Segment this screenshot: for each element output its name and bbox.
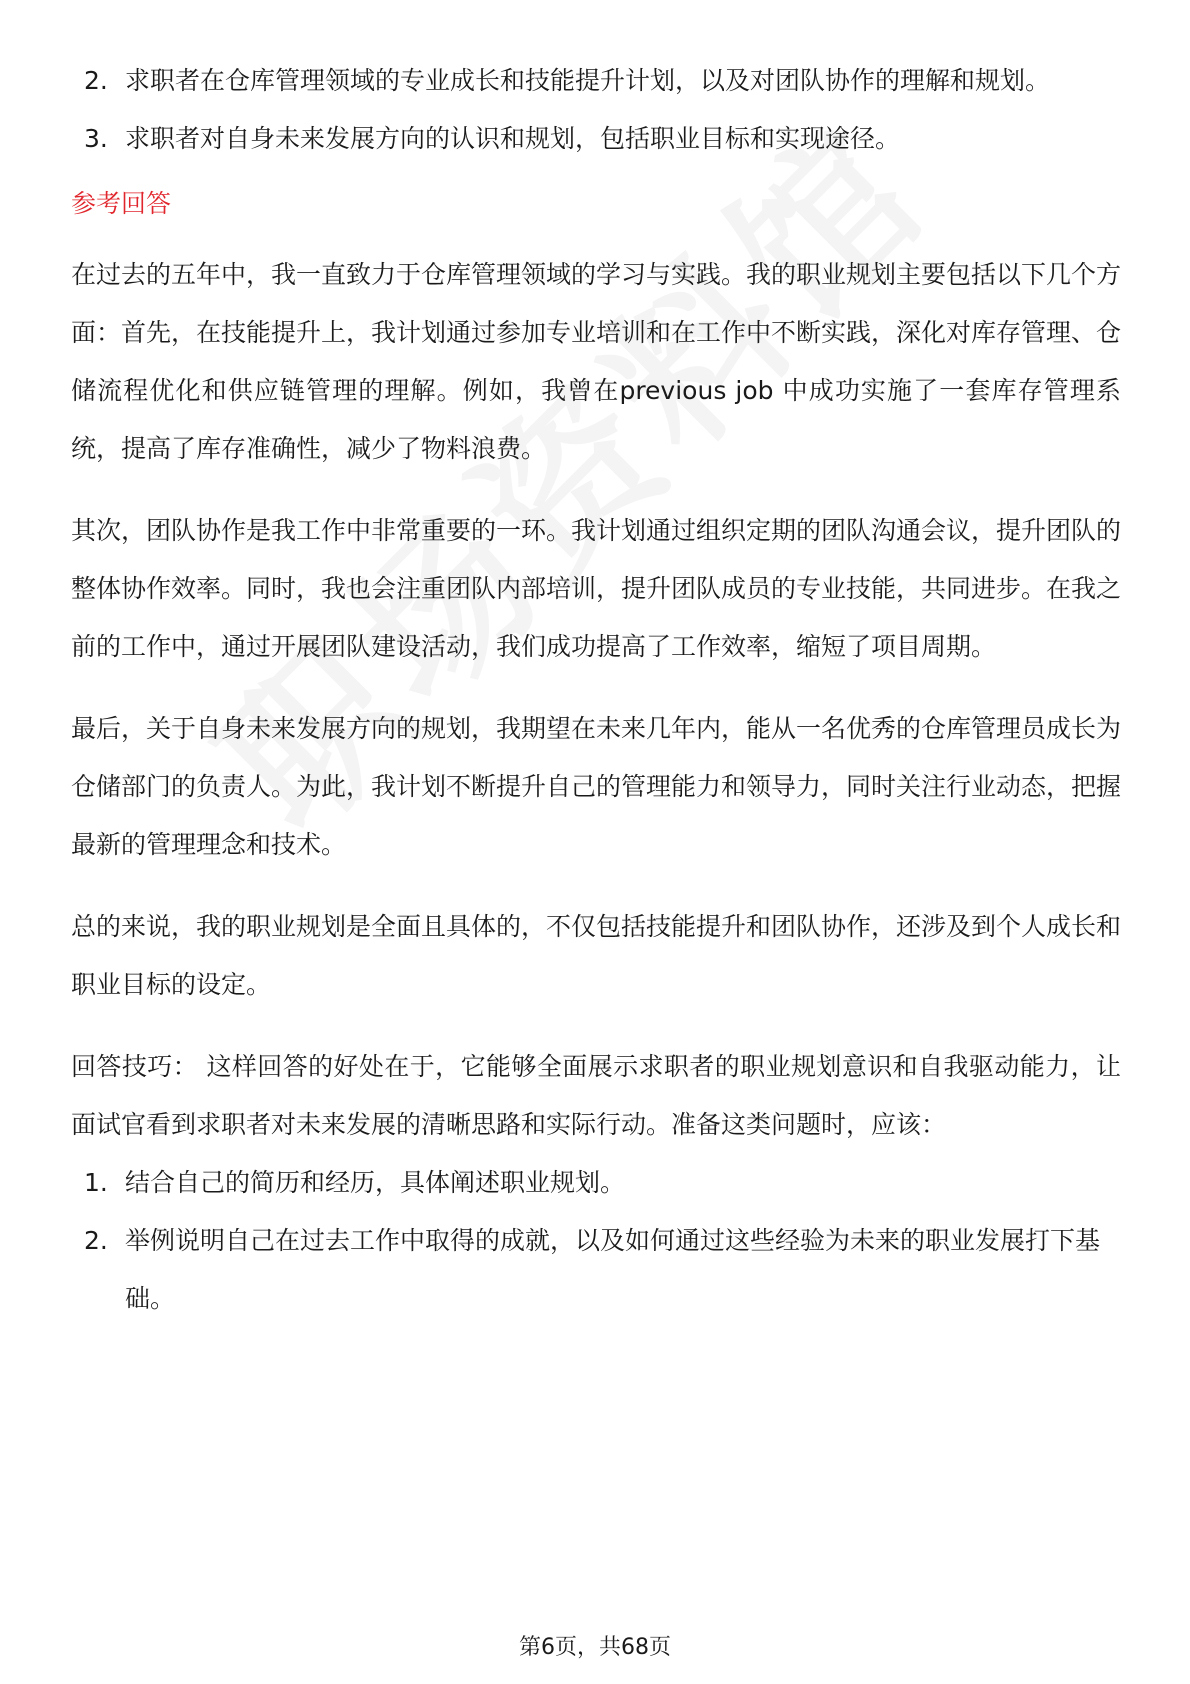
bottom-numbered-list (71, 1154, 1121, 1328)
list-item-number: 1. (84, 1168, 108, 1197)
list-item-text: 求职者在仓库管理领域的专业成长和技能提升计划，以及对团队协作的理解和规划。 (125, 66, 1051, 95)
list-item-number: 2. (84, 1226, 108, 1255)
paragraph: 在过去的五年中，我一直致力于仓库管理领域的学习与实践。我的职业规划主要包括以下几个方面：首先，在技能提升上，我计划通过参加专业培训和在工作中不断实践，深化对库存管理、仓储流程优化和供应链管理的理解。例如，我曾在previous job 中成功实施了一套库存管理系统，提高了库存准确性，减少了物料浪费。 (71, 260, 1122, 463)
list-item-number: 2. (84, 66, 108, 95)
section-heading: 参考回答 (71, 189, 172, 218)
page-footer: 第6页，共68页 (519, 1635, 671, 1660)
list-item (71, 1212, 1121, 1328)
list-item (71, 52, 1121, 110)
page-content (71, 52, 1121, 1328)
top-numbered-list (71, 52, 1121, 168)
paragraph: 总的来说，我的职业规划是全面且具体的，不仅包括技能提升和团队协作，还涉及到个人成长和职业目标的设定。 (71, 912, 1122, 999)
paragraph: 其次，团队协作是我工作中非常重要的一环。我计划通过组织定期的团队沟通会议，提升团队的整体协作效率。同时，我也会注重团队内部培训，提升团队成员的专业技能，共同进步。在我之前的工作中，通过开展团队建设活动，我们成功提高了工作效率，缩短了项目周期。 (71, 516, 1122, 661)
list-item-text: 求职者对自身未来发展方向的认识和规划，包括职业目标和实现途径。 (125, 124, 901, 153)
list-item-text: 举例说明自己在过去工作中取得的成就，以及如何通过这些经验为未来的职业发展打下基础。 (125, 1226, 1101, 1313)
list-item-text: 结合自己的简历和经历，具体阐述职业规划。 (125, 1168, 626, 1197)
paragraph: 回答技巧： 这样回答的好处在于，它能够全面展示求职者的职业规划意识和自我驱动能力，让面试官看到求职者对未来发展的清晰思路和实际行动。准备这类问题时，应该： (71, 1052, 1121, 1139)
list-item-number: 3. (84, 124, 108, 153)
list-item (71, 110, 1121, 168)
list-item (71, 1154, 1121, 1212)
paragraph: 最后，关于自身未来发展方向的规划，我期望在未来几年内，能从一名优秀的仓库管理员成长为仓储部门的负责人。为此，我计划不断提升自己的管理能力和领导力，同时关注行业动态，把握最新的管理理念和技术。 (71, 714, 1122, 859)
